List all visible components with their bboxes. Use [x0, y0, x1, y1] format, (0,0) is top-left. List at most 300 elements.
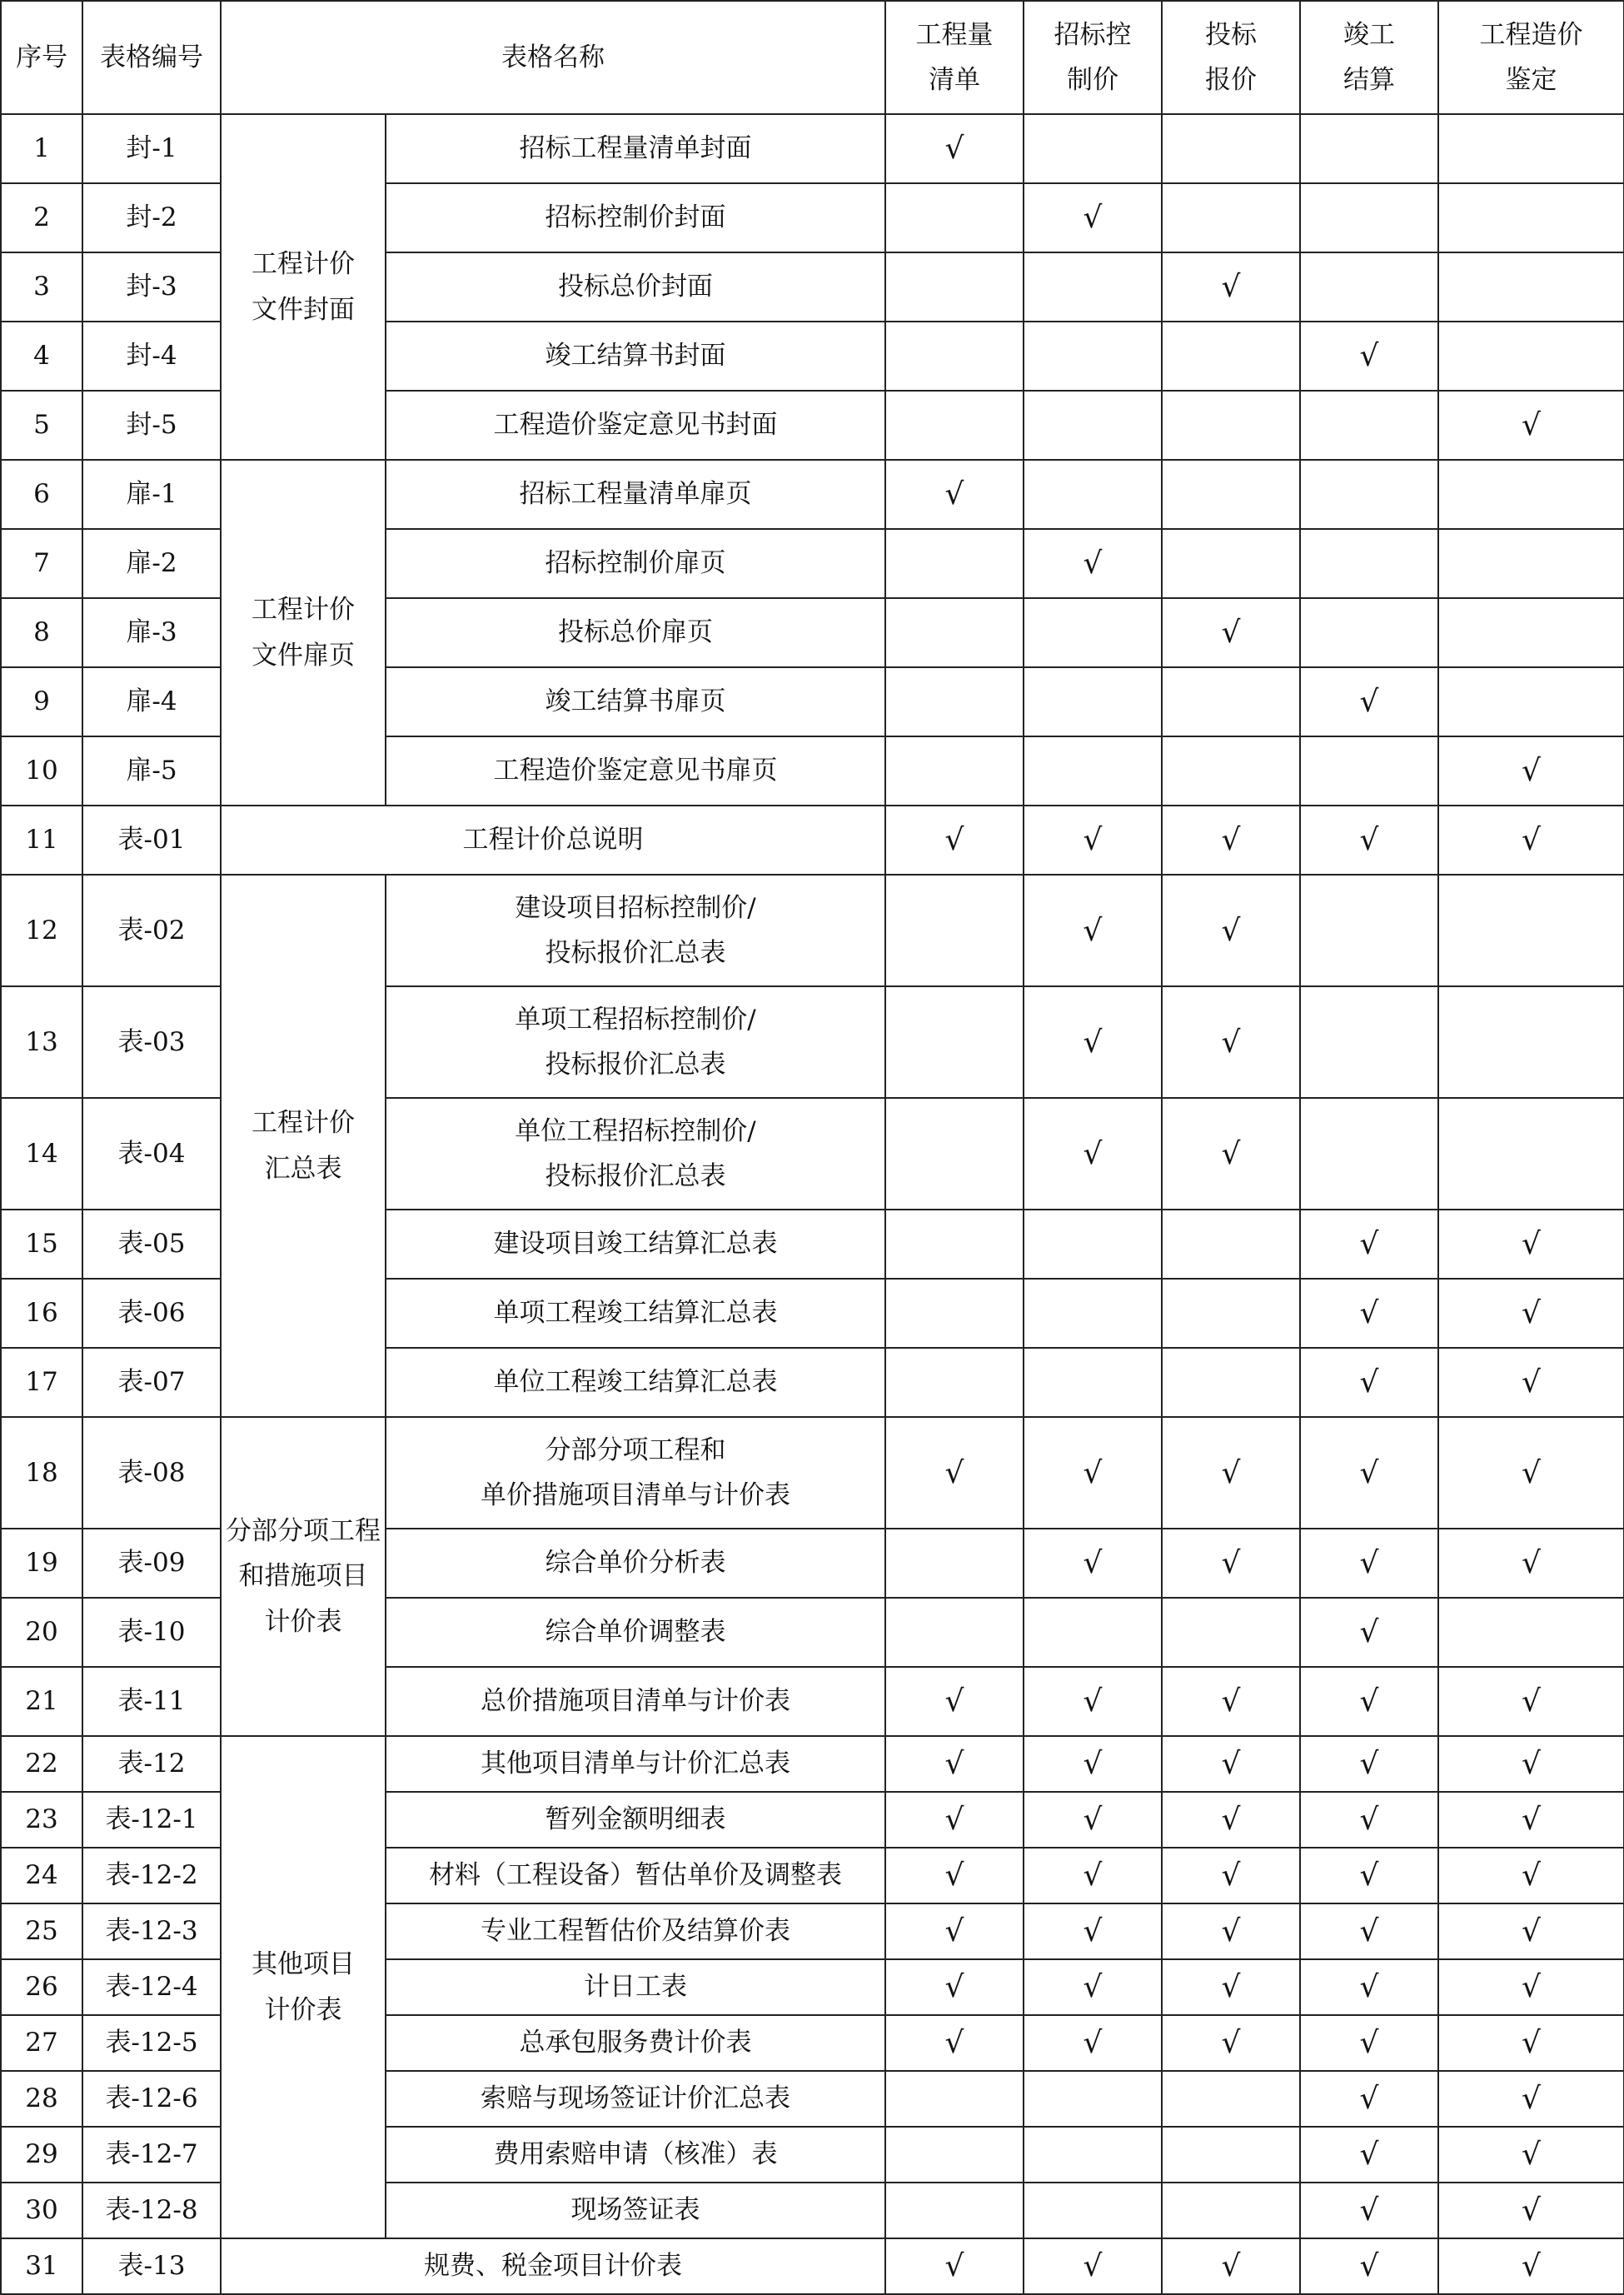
- header-bid-price: [1162, 1, 1300, 114]
- check-mark-icon: √: [1359, 1615, 1379, 1649]
- check-mark-icon: √: [1083, 2249, 1103, 2283]
- table-row: [1, 1736, 1624, 1792]
- check-mark-icon: √: [1083, 823, 1103, 857]
- group-line: 和措施项目: [238, 1561, 368, 1592]
- check-tender-control-price: [1024, 2238, 1162, 2294]
- check-bill-of-quantities: [885, 2238, 1024, 2294]
- row-code: 表-02: [82, 875, 221, 986]
- check-completion-settlement: [1300, 667, 1438, 736]
- table-row: [1, 460, 1624, 529]
- row-name: 招标工程量清单扉页: [386, 460, 885, 529]
- row-index: 6: [1, 460, 82, 529]
- check-bill-of-quantities: [885, 391, 1024, 460]
- row-name: 专业工程暂估价及结算价表: [386, 1903, 885, 1959]
- row-index: 29: [1, 2127, 82, 2183]
- check-bill-of-quantities: [885, 252, 1024, 322]
- row-code: 表-12-4: [82, 1959, 221, 2015]
- check-bid-price: [1162, 183, 1300, 252]
- check-mark-icon: √: [944, 1455, 964, 1490]
- row-index: 14: [1, 1098, 82, 1210]
- check-bid-price: [1162, 2238, 1300, 2294]
- row-index: 21: [1, 1667, 82, 1736]
- check-mark-icon: √: [944, 2249, 964, 2283]
- row-code: 表-12-7: [82, 2127, 221, 2183]
- check-bill-of-quantities: [885, 114, 1024, 183]
- check-tender-control-price: [1024, 1667, 1162, 1736]
- row-name-line: 建设项目招标控制价/: [515, 892, 756, 923]
- check-mark-icon: √: [1522, 1365, 1541, 1399]
- row-code: 扉-3: [82, 598, 221, 667]
- check-cost-appraisal: [1438, 2183, 1624, 2238]
- check-cost-appraisal: [1438, 667, 1624, 736]
- row-name: [386, 1417, 885, 1529]
- row-index: 2: [1, 183, 82, 252]
- row-code: 表-12-2: [82, 1848, 221, 1903]
- check-tender-control-price: [1024, 1417, 1162, 1529]
- check-bid-price: [1162, 1417, 1300, 1529]
- check-mark-icon: √: [1359, 2193, 1379, 2228]
- row-name: 其他项目清单与计价汇总表: [386, 1736, 885, 1792]
- group-line: 文件扉页: [252, 640, 355, 671]
- check-bid-price: [1162, 1903, 1300, 1959]
- check-mark-icon: √: [1083, 1747, 1103, 1781]
- check-completion-settlement: [1300, 2071, 1438, 2127]
- check-mark-icon: √: [1359, 1455, 1379, 1490]
- check-bill-of-quantities: [885, 1736, 1024, 1792]
- check-bid-price: [1162, 460, 1300, 529]
- check-mark-icon: √: [1522, 1858, 1541, 1893]
- check-mark-icon: √: [1221, 823, 1241, 857]
- check-mark-icon: √: [1083, 1025, 1103, 1060]
- check-completion-settlement: [1300, 1098, 1438, 1210]
- check-mark-icon: √: [1083, 1684, 1103, 1719]
- row-code: 表-12-3: [82, 1903, 221, 1959]
- row-code: 扉-2: [82, 529, 221, 598]
- check-mark-icon: √: [1522, 2193, 1541, 2228]
- check-bid-price: [1162, 1210, 1300, 1279]
- row-code: 表-11: [82, 1667, 221, 1736]
- row-index: 13: [1, 986, 82, 1098]
- row-name-line: 投标报价汇总表: [545, 1161, 726, 1191]
- row-code: 表-12-5: [82, 2015, 221, 2071]
- row-name: 单项工程竣工结算汇总表: [386, 1279, 885, 1348]
- check-bid-price: [1162, 667, 1300, 736]
- check-mark-icon: √: [1359, 2082, 1379, 2116]
- check-completion-settlement: [1300, 1529, 1438, 1598]
- check-tender-control-price: [1024, 322, 1162, 391]
- check-bill-of-quantities: [885, 1848, 1024, 1903]
- check-bid-price: [1162, 252, 1300, 322]
- header-line: 清单: [929, 65, 980, 95]
- row-name: [386, 1098, 885, 1210]
- row-name: 索赔与现场签证计价汇总表: [386, 2071, 885, 2127]
- check-tender-control-price: [1024, 114, 1162, 183]
- check-bill-of-quantities: [885, 1098, 1024, 1210]
- check-mark-icon: √: [1221, 1803, 1241, 1837]
- check-cost-appraisal: [1438, 1098, 1624, 1210]
- header-row: [1, 1, 1624, 114]
- check-bid-price: [1162, 1792, 1300, 1848]
- row-name: 单位工程竣工结算汇总表: [386, 1348, 885, 1417]
- check-tender-control-price: [1024, 875, 1162, 986]
- group-cover: [221, 114, 386, 460]
- check-mark-icon: √: [1221, 1684, 1241, 1719]
- check-mark-icon: √: [944, 132, 964, 166]
- row-index: 15: [1, 1210, 82, 1279]
- group-line: 文件封面: [252, 294, 355, 325]
- group-other: [221, 1736, 386, 2238]
- check-mark-icon: √: [1359, 1970, 1379, 2004]
- row-index: 17: [1, 1348, 82, 1417]
- check-bill-of-quantities: [885, 986, 1024, 1098]
- check-mark-icon: √: [1522, 2082, 1541, 2116]
- check-bill-of-quantities: [885, 736, 1024, 806]
- check-mark-icon: √: [1522, 2249, 1541, 2283]
- check-completion-settlement: [1300, 598, 1438, 667]
- check-bill-of-quantities: [885, 1348, 1024, 1417]
- row-index: 3: [1, 252, 82, 322]
- check-mark-icon: √: [1359, 685, 1379, 719]
- check-bid-price: [1162, 1667, 1300, 1736]
- check-tender-control-price: [1024, 1959, 1162, 2015]
- check-mark-icon: √: [1221, 1970, 1241, 2004]
- row-index: 1: [1, 114, 82, 183]
- check-tender-control-price: [1024, 183, 1162, 252]
- check-mark-icon: √: [1083, 201, 1103, 235]
- check-cost-appraisal: [1438, 114, 1624, 183]
- check-mark-icon: √: [1359, 2138, 1379, 2172]
- row-code: 表-08: [82, 1417, 221, 1529]
- group-line: 工程计价: [252, 249, 355, 280]
- check-tender-control-price: [1024, 529, 1162, 598]
- group-line: 工程计价: [252, 595, 355, 626]
- check-cost-appraisal: [1438, 1279, 1624, 1348]
- row-index: 4: [1, 322, 82, 391]
- row-index: 8: [1, 598, 82, 667]
- check-bid-price: [1162, 2015, 1300, 2071]
- row-name: 招标控制价封面: [386, 183, 885, 252]
- check-bill-of-quantities: [885, 806, 1024, 875]
- check-completion-settlement: [1300, 391, 1438, 460]
- check-completion-settlement: [1300, 529, 1438, 598]
- check-mark-icon: √: [1221, 616, 1241, 650]
- check-tender-control-price: [1024, 667, 1162, 736]
- row-code: 表-12: [82, 1736, 221, 1792]
- row-name: 招标控制价扉页: [386, 529, 885, 598]
- check-tender-control-price: [1024, 736, 1162, 806]
- row-index: 27: [1, 2015, 82, 2071]
- row-code: 表-13: [82, 2238, 221, 2294]
- check-tender-control-price: [1024, 1210, 1162, 1279]
- check-bill-of-quantities: [885, 1210, 1024, 1279]
- check-cost-appraisal: [1438, 736, 1624, 806]
- row-name: 总价措施项目清单与计价表: [386, 1667, 885, 1736]
- check-tender-control-price: [1024, 1279, 1162, 1348]
- check-completion-settlement: [1300, 1736, 1438, 1792]
- check-cost-appraisal: [1438, 252, 1624, 322]
- header-completion-settlement: [1300, 1, 1438, 114]
- check-bid-price: [1162, 2071, 1300, 2127]
- check-cost-appraisal: [1438, 1959, 1624, 2015]
- check-mark-icon: √: [1083, 913, 1103, 948]
- check-mark-icon: √: [1522, 1455, 1541, 1490]
- group-line: 其他项目: [252, 1949, 355, 1980]
- row-index: 19: [1, 1529, 82, 1598]
- check-bid-price: [1162, 875, 1300, 986]
- row-index: 16: [1, 1279, 82, 1348]
- check-tender-control-price: [1024, 1098, 1162, 1210]
- check-cost-appraisal: [1438, 986, 1624, 1098]
- check-cost-appraisal: [1438, 1736, 1624, 1792]
- check-mark-icon: √: [1221, 2026, 1241, 2060]
- check-cost-appraisal: [1438, 322, 1624, 391]
- check-bid-price: [1162, 1279, 1300, 1348]
- header-line: 招标控: [1054, 19, 1132, 50]
- row-name: 工程造价鉴定意见书扉页: [386, 736, 885, 806]
- check-mark-icon: √: [1083, 1136, 1103, 1171]
- check-bid-price: [1162, 1959, 1300, 2015]
- row-name-line: 单位工程招标控制价/: [515, 1115, 756, 1146]
- check-completion-settlement: [1300, 986, 1438, 1098]
- check-bid-price: [1162, 1736, 1300, 1792]
- row-index: 31: [1, 2238, 82, 2294]
- check-completion-settlement: [1300, 252, 1438, 322]
- check-completion-settlement: [1300, 183, 1438, 252]
- table-row: [1, 2238, 1624, 2294]
- check-bill-of-quantities: [885, 875, 1024, 986]
- row-name-line: 分部分项工程和: [545, 1434, 726, 1465]
- check-bid-price: [1162, 2127, 1300, 2183]
- check-tender-control-price: [1024, 2015, 1162, 2071]
- table-row: [1, 806, 1624, 875]
- check-bill-of-quantities: [885, 2071, 1024, 2127]
- check-cost-appraisal: [1438, 1348, 1624, 1417]
- check-mark-icon: √: [1083, 2026, 1103, 2060]
- row-index: 7: [1, 529, 82, 598]
- check-bid-price: [1162, 1598, 1300, 1667]
- check-bill-of-quantities: [885, 1959, 1024, 2015]
- check-mark-icon: √: [1221, 270, 1241, 304]
- row-index: 5: [1, 391, 82, 460]
- header-line: 工程量: [915, 19, 994, 50]
- check-bid-price: [1162, 1348, 1300, 1417]
- row-name: 综合单价分析表: [386, 1529, 885, 1598]
- check-bill-of-quantities: [885, 322, 1024, 391]
- check-tender-control-price: [1024, 391, 1162, 460]
- row-name-line: 投标报价汇总表: [545, 1050, 726, 1080]
- check-mark-icon: √: [1359, 1803, 1379, 1837]
- check-mark-icon: √: [944, 2026, 964, 2060]
- check-mark-icon: √: [1359, 1365, 1379, 1399]
- group-items: [221, 1417, 386, 1736]
- check-mark-icon: √: [1221, 1914, 1241, 1948]
- check-bid-price: [1162, 736, 1300, 806]
- check-bill-of-quantities: [885, 667, 1024, 736]
- check-bid-price: [1162, 1529, 1300, 1598]
- check-cost-appraisal: [1438, 2071, 1624, 2127]
- check-mark-icon: √: [1221, 1025, 1241, 1060]
- check-mark-icon: √: [1221, 1136, 1241, 1171]
- check-bill-of-quantities: [885, 598, 1024, 667]
- check-bid-price: [1162, 391, 1300, 460]
- check-tender-control-price: [1024, 2127, 1162, 2183]
- check-tender-control-price: [1024, 1348, 1162, 1417]
- check-tender-control-price: [1024, 598, 1162, 667]
- row-name: 综合单价调整表: [386, 1598, 885, 1667]
- header-line: 结算: [1343, 65, 1395, 95]
- check-tender-control-price: [1024, 1848, 1162, 1903]
- check-completion-settlement: [1300, 322, 1438, 391]
- header-line: 投标: [1205, 19, 1257, 50]
- check-bid-price: [1162, 322, 1300, 391]
- row-name-line: 单价措施项目清单与计价表: [481, 1480, 790, 1510]
- row-index: 11: [1, 806, 82, 875]
- header-bill-of-quantities: [885, 1, 1024, 114]
- check-cost-appraisal: [1438, 875, 1624, 986]
- check-completion-settlement: [1300, 875, 1438, 986]
- check-bill-of-quantities: [885, 529, 1024, 598]
- row-code: 表-06: [82, 1279, 221, 1348]
- check-mark-icon: √: [1221, 1858, 1241, 1893]
- check-mark-icon: √: [1083, 1546, 1103, 1580]
- check-cost-appraisal: [1438, 1903, 1624, 1959]
- check-mark-icon: √: [1522, 1227, 1541, 1261]
- check-bill-of-quantities: [885, 2127, 1024, 2183]
- check-cost-appraisal: [1438, 1417, 1624, 1529]
- row-code: 表-05: [82, 1210, 221, 1279]
- check-cost-appraisal: [1438, 460, 1624, 529]
- check-bid-price: [1162, 598, 1300, 667]
- check-completion-settlement: [1300, 1667, 1438, 1736]
- check-mark-icon: √: [1221, 1546, 1241, 1580]
- row-name: 建设项目竣工结算汇总表: [386, 1210, 885, 1279]
- group-line: 计价表: [264, 1606, 342, 1637]
- check-completion-settlement: [1300, 2183, 1438, 2238]
- check-mark-icon: √: [1083, 1914, 1103, 1948]
- check-tender-control-price: [1024, 806, 1162, 875]
- check-tender-control-price: [1024, 252, 1162, 322]
- row-code: 封-4: [82, 322, 221, 391]
- header-line: 竣工: [1343, 19, 1395, 50]
- header-name: 表格名称: [221, 1, 885, 114]
- check-mark-icon: √: [1359, 1858, 1379, 1893]
- check-mark-icon: √: [1359, 2026, 1379, 2060]
- check-completion-settlement: [1300, 2127, 1438, 2183]
- check-tender-control-price: [1024, 1903, 1162, 1959]
- check-cost-appraisal: [1438, 1848, 1624, 1903]
- check-mark-icon: √: [1359, 1296, 1379, 1330]
- check-tender-control-price: [1024, 1598, 1162, 1667]
- check-completion-settlement: [1300, 806, 1438, 875]
- row-code: 扉-1: [82, 460, 221, 529]
- row-code: 表-07: [82, 1348, 221, 1417]
- table-row: [1, 114, 1624, 183]
- check-mark-icon: √: [1221, 1747, 1241, 1781]
- check-mark-icon: √: [944, 1684, 964, 1719]
- header-cost-appraisal: [1438, 1, 1624, 114]
- row-name-line: 投标报价汇总表: [545, 938, 726, 968]
- check-bill-of-quantities: [885, 2015, 1024, 2071]
- row-name: 材料（工程设备）暂估单价及调整表: [386, 1848, 885, 1903]
- check-bill-of-quantities: [885, 2183, 1024, 2238]
- check-tender-control-price: [1024, 986, 1162, 1098]
- row-name: 计日工表: [386, 1959, 885, 2015]
- row-code: 封-1: [82, 114, 221, 183]
- row-index: 20: [1, 1598, 82, 1667]
- check-mark-icon: √: [1522, 2026, 1541, 2060]
- group-line: 分部分项工程: [226, 1516, 381, 1547]
- check-mark-icon: √: [1083, 1858, 1103, 1893]
- check-mark-icon: √: [1221, 1455, 1241, 1490]
- check-bid-price: [1162, 114, 1300, 183]
- row-index: 30: [1, 2183, 82, 2238]
- row-name: [386, 986, 885, 1098]
- check-mark-icon: √: [1522, 1546, 1541, 1580]
- check-mark-icon: √: [1359, 1684, 1379, 1719]
- check-mark-icon: √: [1359, 823, 1379, 857]
- check-mark-icon: √: [1083, 1455, 1103, 1490]
- row-name: 投标总价扉页: [386, 598, 885, 667]
- header-tender-control-price: [1024, 1, 1162, 114]
- check-tender-control-price: [1024, 1792, 1162, 1848]
- check-completion-settlement: [1300, 1417, 1438, 1529]
- row-name-line: 单项工程招标控制价/: [515, 1004, 756, 1035]
- check-tender-control-price: [1024, 1736, 1162, 1792]
- check-bid-price: [1162, 529, 1300, 598]
- row-code: 表-04: [82, 1098, 221, 1210]
- check-mark-icon: √: [944, 823, 964, 857]
- check-bid-price: [1162, 1848, 1300, 1903]
- check-mark-icon: √: [1522, 1914, 1541, 1948]
- header-code: 表格编号: [82, 1, 221, 114]
- header-line: 制价: [1067, 65, 1118, 95]
- group-line: 计价表: [264, 1994, 342, 2025]
- row-name: 暂列金额明细表: [386, 1792, 885, 1848]
- check-cost-appraisal: [1438, 529, 1624, 598]
- row-name: 竣工结算书扉页: [386, 667, 885, 736]
- check-cost-appraisal: [1438, 1667, 1624, 1736]
- check-completion-settlement: [1300, 1903, 1438, 1959]
- check-cost-appraisal: [1438, 1210, 1624, 1279]
- row-name: 现场签证表: [386, 2183, 885, 2238]
- check-bill-of-quantities: [885, 460, 1024, 529]
- check-bid-price: [1162, 2183, 1300, 2238]
- check-mark-icon: √: [944, 1914, 964, 1948]
- check-mark-icon: √: [1359, 339, 1379, 373]
- check-cost-appraisal: [1438, 2238, 1624, 2294]
- row-code: 封-5: [82, 391, 221, 460]
- row-code: 表-12-1: [82, 1792, 221, 1848]
- row-name: [386, 875, 885, 986]
- check-mark-icon: √: [1359, 1227, 1379, 1261]
- check-bill-of-quantities: [885, 1598, 1024, 1667]
- check-mark-icon: √: [1221, 913, 1241, 948]
- check-cost-appraisal: [1438, 598, 1624, 667]
- check-cost-appraisal: [1438, 1529, 1624, 1598]
- row-name: 竣工结算书封面: [386, 322, 885, 391]
- check-bill-of-quantities: [885, 183, 1024, 252]
- check-mark-icon: √: [1522, 1970, 1541, 2004]
- row-index: 24: [1, 1848, 82, 1903]
- check-mark-icon: √: [944, 1858, 964, 1893]
- row-name: 工程计价总说明: [221, 806, 885, 875]
- check-bill-of-quantities: [885, 1792, 1024, 1848]
- row-code: 表-12-8: [82, 2183, 221, 2238]
- check-mark-icon: √: [1522, 408, 1541, 442]
- check-mark-icon: √: [1359, 1546, 1379, 1580]
- row-index: 25: [1, 1903, 82, 1959]
- table-body: [1, 1, 1624, 2294]
